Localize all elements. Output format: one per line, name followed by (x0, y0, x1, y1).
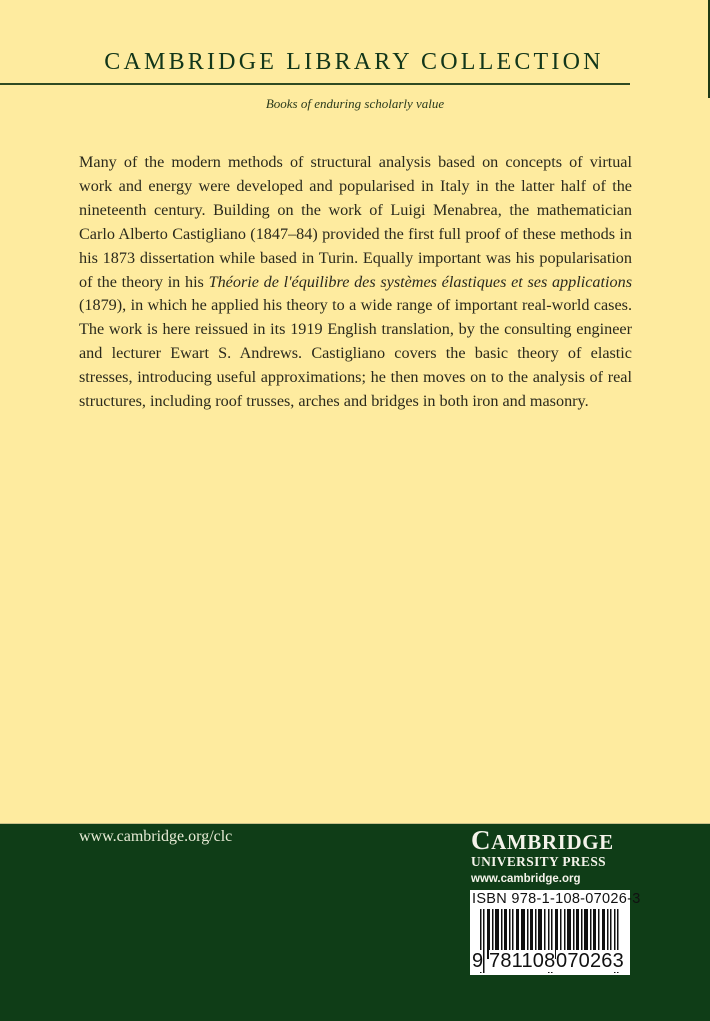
book-description (79, 151, 632, 414)
publisher-name-initial: C (471, 825, 492, 855)
header-rule (0, 83, 630, 85)
description-italic-title: Théorie de l'équilibre des systèmes élastiques et ses applications (208, 272, 632, 291)
ean-left-digits: 781108 (489, 950, 556, 972)
series-url-link[interactable]: www.cambridge.org/clc (79, 828, 233, 845)
isbn-barcode-box (470, 890, 641, 975)
publisher-logo (471, 825, 631, 887)
footer-band (0, 823, 710, 1021)
description-part-1: Many of the modern methods of structural analysis based on concepts of virtual work and energy were developed and popularised in Italy in the latter half of the nineteenth century. Building on the work of Luigi Menabrea, the mathematician Carlo Alberto Castigliano (1847–84) provided the first full proof of these methods in his 1873 dissertation while based in Turin. Equally important was his popularisation of the theory in his (79, 153, 632, 291)
series-subtitle: Books of enduring scholarly value (265, 96, 445, 111)
ean-first-digit: 9 (472, 950, 484, 972)
publisher-website-link[interactable]: www.cambridge.org (471, 873, 581, 885)
series-title (0, 46, 710, 78)
isbn-label: ISBN 978-1-108-07026-3 (472, 891, 641, 907)
series-title-text: CAMBRIDGE LIBRARY COLLECTION (104, 49, 604, 75)
description-part-2: (1879), in which he applied his theory to a wide range of important real-world cases. The work is here reissued in its 1919 English translation, by the consulting engineer and lecturer Ewart S. Andrews. Castigliano covers the basic theory of elastic stresses, introducing useful approximations; he then moves on to the analysis of real structures, including roof trusses, arches and bridges in both iron and masonry. (79, 296, 632, 411)
ean-right-digits: 070263 (556, 950, 624, 972)
publisher-name (471, 825, 631, 855)
publisher-subname: UNIVERSITY PRESS (471, 854, 607, 869)
publisher-name-rest: AMBRIDGE (491, 830, 614, 854)
